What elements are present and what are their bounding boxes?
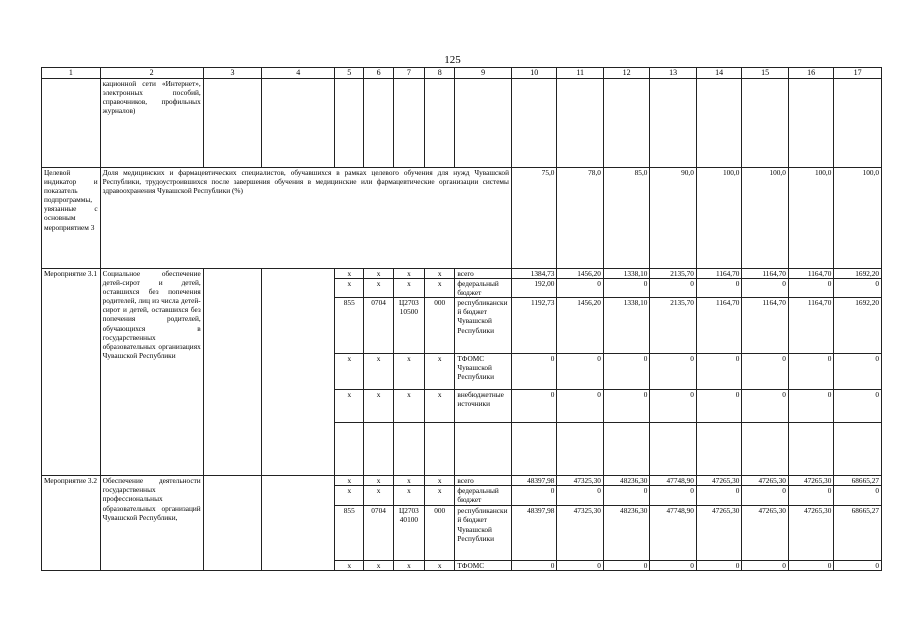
funding-source: федеральный бюджет bbox=[455, 486, 512, 506]
code-cell: Ц2703 40100 bbox=[393, 506, 424, 561]
amount-value: 0 bbox=[557, 390, 603, 423]
amount-value: 47265,30 bbox=[742, 506, 788, 561]
funding-source: республиканский бюджет Чувашской Республики bbox=[455, 298, 512, 354]
column-number: 6 bbox=[364, 68, 393, 79]
cell-empty bbox=[788, 423, 833, 476]
amount-value: 1692,20 bbox=[834, 269, 882, 279]
amount-value: 2135,70 bbox=[650, 269, 696, 279]
amount-value: 0 bbox=[511, 390, 556, 423]
cell-empty bbox=[364, 423, 393, 476]
measure-text: Обеспечение деятельности государственных профессиональных образовательных организаций Чувашской Республики, bbox=[100, 476, 203, 571]
amount-value: 1164,70 bbox=[742, 269, 788, 279]
cell-empty bbox=[557, 79, 603, 168]
amount-value: 48236,30 bbox=[603, 506, 649, 561]
indicator-value: 78,0 bbox=[557, 168, 603, 269]
code-cell: x bbox=[425, 354, 455, 390]
code-cell: x bbox=[393, 279, 424, 298]
cell-empty bbox=[557, 423, 603, 476]
funding-source: ТФОМС bbox=[455, 561, 512, 571]
code-cell: x bbox=[335, 269, 364, 279]
amount-value: 1164,70 bbox=[742, 298, 788, 354]
cell-empty bbox=[425, 423, 455, 476]
code-cell: x bbox=[393, 561, 424, 571]
amount-value: 0 bbox=[696, 354, 741, 390]
cell-empty bbox=[393, 423, 424, 476]
amount-value: 0 bbox=[742, 486, 788, 506]
cell-empty bbox=[42, 79, 101, 168]
column-number: 11 bbox=[557, 68, 603, 79]
amount-value: 0 bbox=[650, 390, 696, 423]
cell-empty bbox=[788, 79, 833, 168]
code-cell: x bbox=[393, 269, 424, 279]
amount-value: 0 bbox=[834, 486, 882, 506]
code-cell: x bbox=[364, 561, 393, 571]
code-cell: x bbox=[393, 476, 424, 486]
amount-value: 1164,70 bbox=[696, 298, 741, 354]
continuation-row bbox=[42, 79, 882, 168]
indicator-value: 90,0 bbox=[650, 168, 696, 269]
indicator-value: 100,0 bbox=[742, 168, 788, 269]
code-cell: x bbox=[364, 279, 393, 298]
amount-value: 0 bbox=[650, 354, 696, 390]
amount-value: 0 bbox=[696, 390, 741, 423]
measure-text: Социальное обеспечение детей-сирот и детей, оставшихся без попечения родителей, лиц из числа детей-сирот и детей, оставшихся без попечения родителей, обучающихся в государственных образовательных организациях Чувашской Республики bbox=[100, 269, 203, 476]
code-cell: x bbox=[425, 279, 455, 298]
cell-empty bbox=[603, 423, 649, 476]
cell-empty bbox=[511, 79, 556, 168]
measure-row bbox=[42, 476, 882, 486]
column-number: 17 bbox=[834, 68, 882, 79]
cell-empty bbox=[203, 269, 262, 476]
column-number: 3 bbox=[203, 68, 262, 79]
cell-empty bbox=[203, 79, 262, 168]
code-cell: x bbox=[425, 561, 455, 571]
amount-value: 0 bbox=[788, 390, 833, 423]
cell-empty bbox=[834, 79, 882, 168]
code-cell: x bbox=[364, 269, 393, 279]
funding-source: ТФОМС Чувашской Республики bbox=[455, 354, 512, 390]
amount-value: 0 bbox=[650, 561, 696, 571]
column-number: 7 bbox=[393, 68, 424, 79]
indicator-value: 75,0 bbox=[511, 168, 556, 269]
cell-empty bbox=[696, 423, 741, 476]
amount-value: 0 bbox=[603, 390, 649, 423]
cell-empty bbox=[742, 423, 788, 476]
funding-source: федеральный бюджет bbox=[455, 279, 512, 298]
amount-value: 47265,30 bbox=[742, 476, 788, 486]
amount-value: 68665,27 bbox=[834, 476, 882, 486]
column-number: 4 bbox=[262, 68, 335, 79]
code-cell: x bbox=[364, 486, 393, 506]
column-number: 8 bbox=[425, 68, 455, 79]
code-cell: x bbox=[425, 476, 455, 486]
amount-value: 47265,30 bbox=[788, 506, 833, 561]
funding-source: всего bbox=[455, 269, 512, 279]
amount-value: 0 bbox=[834, 279, 882, 298]
cell-empty bbox=[650, 79, 696, 168]
header-row bbox=[42, 68, 882, 79]
amount-value: 48397,98 bbox=[511, 476, 556, 486]
amount-value: 2135,70 bbox=[650, 298, 696, 354]
amount-value: 0 bbox=[650, 279, 696, 298]
amount-value: 1164,70 bbox=[788, 269, 833, 279]
amount-value: 47748,90 bbox=[650, 506, 696, 561]
amount-value: 0 bbox=[511, 486, 556, 506]
code-cell: x bbox=[335, 476, 364, 486]
cell-empty bbox=[262, 476, 335, 571]
code-cell: x bbox=[364, 354, 393, 390]
amount-value: 47325,30 bbox=[557, 476, 603, 486]
cell-empty bbox=[455, 423, 512, 476]
amount-value: 0 bbox=[603, 354, 649, 390]
amount-value: 0 bbox=[696, 561, 741, 571]
continuation-text: кационной сети «Интернет», электронных пособий, справочников, профильных журналов) bbox=[100, 79, 203, 168]
amount-value: 47325,30 bbox=[557, 506, 603, 561]
amount-value: 0 bbox=[650, 486, 696, 506]
code-cell: x bbox=[425, 269, 455, 279]
column-number: 12 bbox=[603, 68, 649, 79]
amount-value: 0 bbox=[557, 561, 603, 571]
amount-value: 0 bbox=[603, 486, 649, 506]
column-number: 2 bbox=[100, 68, 203, 79]
code-cell: 855 bbox=[335, 298, 364, 354]
cell-empty bbox=[696, 79, 741, 168]
code-cell: x bbox=[425, 486, 455, 506]
amount-value: 0 bbox=[511, 561, 556, 571]
code-cell: x bbox=[364, 390, 393, 423]
amount-value: 0 bbox=[788, 279, 833, 298]
amount-value: 47748,90 bbox=[650, 476, 696, 486]
amount-value: 0 bbox=[742, 390, 788, 423]
indicator-value: 100,0 bbox=[834, 168, 882, 269]
column-number: 9 bbox=[455, 68, 512, 79]
column-number: 14 bbox=[696, 68, 741, 79]
amount-value: 0 bbox=[742, 561, 788, 571]
amount-value: 47265,30 bbox=[788, 476, 833, 486]
funding-source: внебюджетные источники bbox=[455, 390, 512, 423]
code-cell: x bbox=[393, 354, 424, 390]
column-number: 1 bbox=[42, 68, 101, 79]
code-cell: x bbox=[335, 390, 364, 423]
amount-value: 0 bbox=[557, 486, 603, 506]
cell-empty bbox=[603, 79, 649, 168]
funding-source: всего bbox=[455, 476, 512, 486]
amount-value: 1338,10 bbox=[603, 269, 649, 279]
code-cell: 000 bbox=[425, 506, 455, 561]
amount-value: 0 bbox=[742, 279, 788, 298]
amount-value: 0 bbox=[511, 354, 556, 390]
page-number: 125 bbox=[444, 54, 461, 66]
cell-empty bbox=[203, 476, 262, 571]
cell-empty bbox=[335, 79, 364, 168]
amount-value: 0 bbox=[834, 354, 882, 390]
code-cell: Ц2703 10500 bbox=[393, 298, 424, 354]
indicator-value: 85,0 bbox=[603, 168, 649, 269]
funding-source: республиканский бюджет Чувашской Республики bbox=[455, 506, 512, 561]
table-body bbox=[42, 68, 882, 571]
measure-label: Мероприятие 3.2 bbox=[42, 476, 101, 571]
code-cell: 0704 bbox=[364, 298, 393, 354]
code-cell: x bbox=[335, 561, 364, 571]
code-cell: x bbox=[393, 486, 424, 506]
column-number: 16 bbox=[788, 68, 833, 79]
cell-empty bbox=[425, 79, 455, 168]
cell-empty bbox=[650, 423, 696, 476]
cell-empty bbox=[834, 423, 882, 476]
amount-value: 0 bbox=[557, 354, 603, 390]
column-number: 13 bbox=[650, 68, 696, 79]
amount-value: 1192,73 bbox=[511, 298, 556, 354]
amount-value: 0 bbox=[696, 279, 741, 298]
amount-value: 1384,73 bbox=[511, 269, 556, 279]
amount-value: 0 bbox=[788, 354, 833, 390]
amount-value: 48397,98 bbox=[511, 506, 556, 561]
cell-empty bbox=[262, 269, 335, 476]
amount-value: 0 bbox=[788, 486, 833, 506]
code-cell: x bbox=[364, 476, 393, 486]
cell-empty bbox=[742, 79, 788, 168]
amount-value: 68665,27 bbox=[834, 506, 882, 561]
amount-value: 1456,20 bbox=[557, 269, 603, 279]
amount-value: 0 bbox=[788, 561, 833, 571]
amount-value: 0 bbox=[603, 279, 649, 298]
cell-empty bbox=[262, 79, 335, 168]
amount-value: 48236,30 bbox=[603, 476, 649, 486]
code-cell: x bbox=[335, 486, 364, 506]
amount-value: 47265,30 bbox=[696, 476, 741, 486]
amount-value: 0 bbox=[834, 390, 882, 423]
cell-empty bbox=[455, 79, 512, 168]
amount-value: 1338,10 bbox=[603, 298, 649, 354]
cell-empty bbox=[393, 79, 424, 168]
cell-empty bbox=[511, 423, 556, 476]
code-cell: 855 bbox=[335, 506, 364, 561]
cell-empty bbox=[335, 423, 364, 476]
indicator-label: Целевой индикатор и показатель подпрограммы, увязанные с основным мероприятием 3 bbox=[42, 168, 101, 269]
amount-value: 0 bbox=[834, 561, 882, 571]
measure-label: Мероприятие 3.1 bbox=[42, 269, 101, 476]
column-number: 5 bbox=[335, 68, 364, 79]
column-number: 10 bbox=[511, 68, 556, 79]
code-cell: x bbox=[335, 354, 364, 390]
indicator-value: 100,0 bbox=[696, 168, 741, 269]
indicator-row bbox=[42, 168, 882, 269]
code-cell: 0704 bbox=[364, 506, 393, 561]
amount-value: 1164,70 bbox=[696, 269, 741, 279]
amount-value: 0 bbox=[696, 486, 741, 506]
code-cell: x bbox=[335, 279, 364, 298]
amount-value: 0 bbox=[557, 279, 603, 298]
amount-value: 0 bbox=[603, 561, 649, 571]
amount-value: 0 bbox=[742, 354, 788, 390]
code-cell: x bbox=[393, 390, 424, 423]
amount-value: 1692,20 bbox=[834, 298, 882, 354]
amount-value: 1164,70 bbox=[788, 298, 833, 354]
amount-value: 47265,30 bbox=[696, 506, 741, 561]
cell-empty bbox=[364, 79, 393, 168]
code-cell: 000 bbox=[425, 298, 455, 354]
code-cell: x bbox=[425, 390, 455, 423]
column-number: 15 bbox=[742, 68, 788, 79]
indicator-text: Доля медицинских и фармацевтических специалистов, обучавшихся в рамках целевого обучения для нужд Чувашской Республики, трудоустроившихся после завершения обучения в медицинские или фармацевтические организации системы здравоохранения Чувашской Республики (%) bbox=[100, 168, 511, 269]
amount-value: 1456,20 bbox=[557, 298, 603, 354]
budget-table bbox=[41, 67, 882, 571]
measure-row bbox=[42, 269, 882, 279]
indicator-value: 100,0 bbox=[788, 168, 833, 269]
amount-value: 192,00 bbox=[511, 279, 556, 298]
